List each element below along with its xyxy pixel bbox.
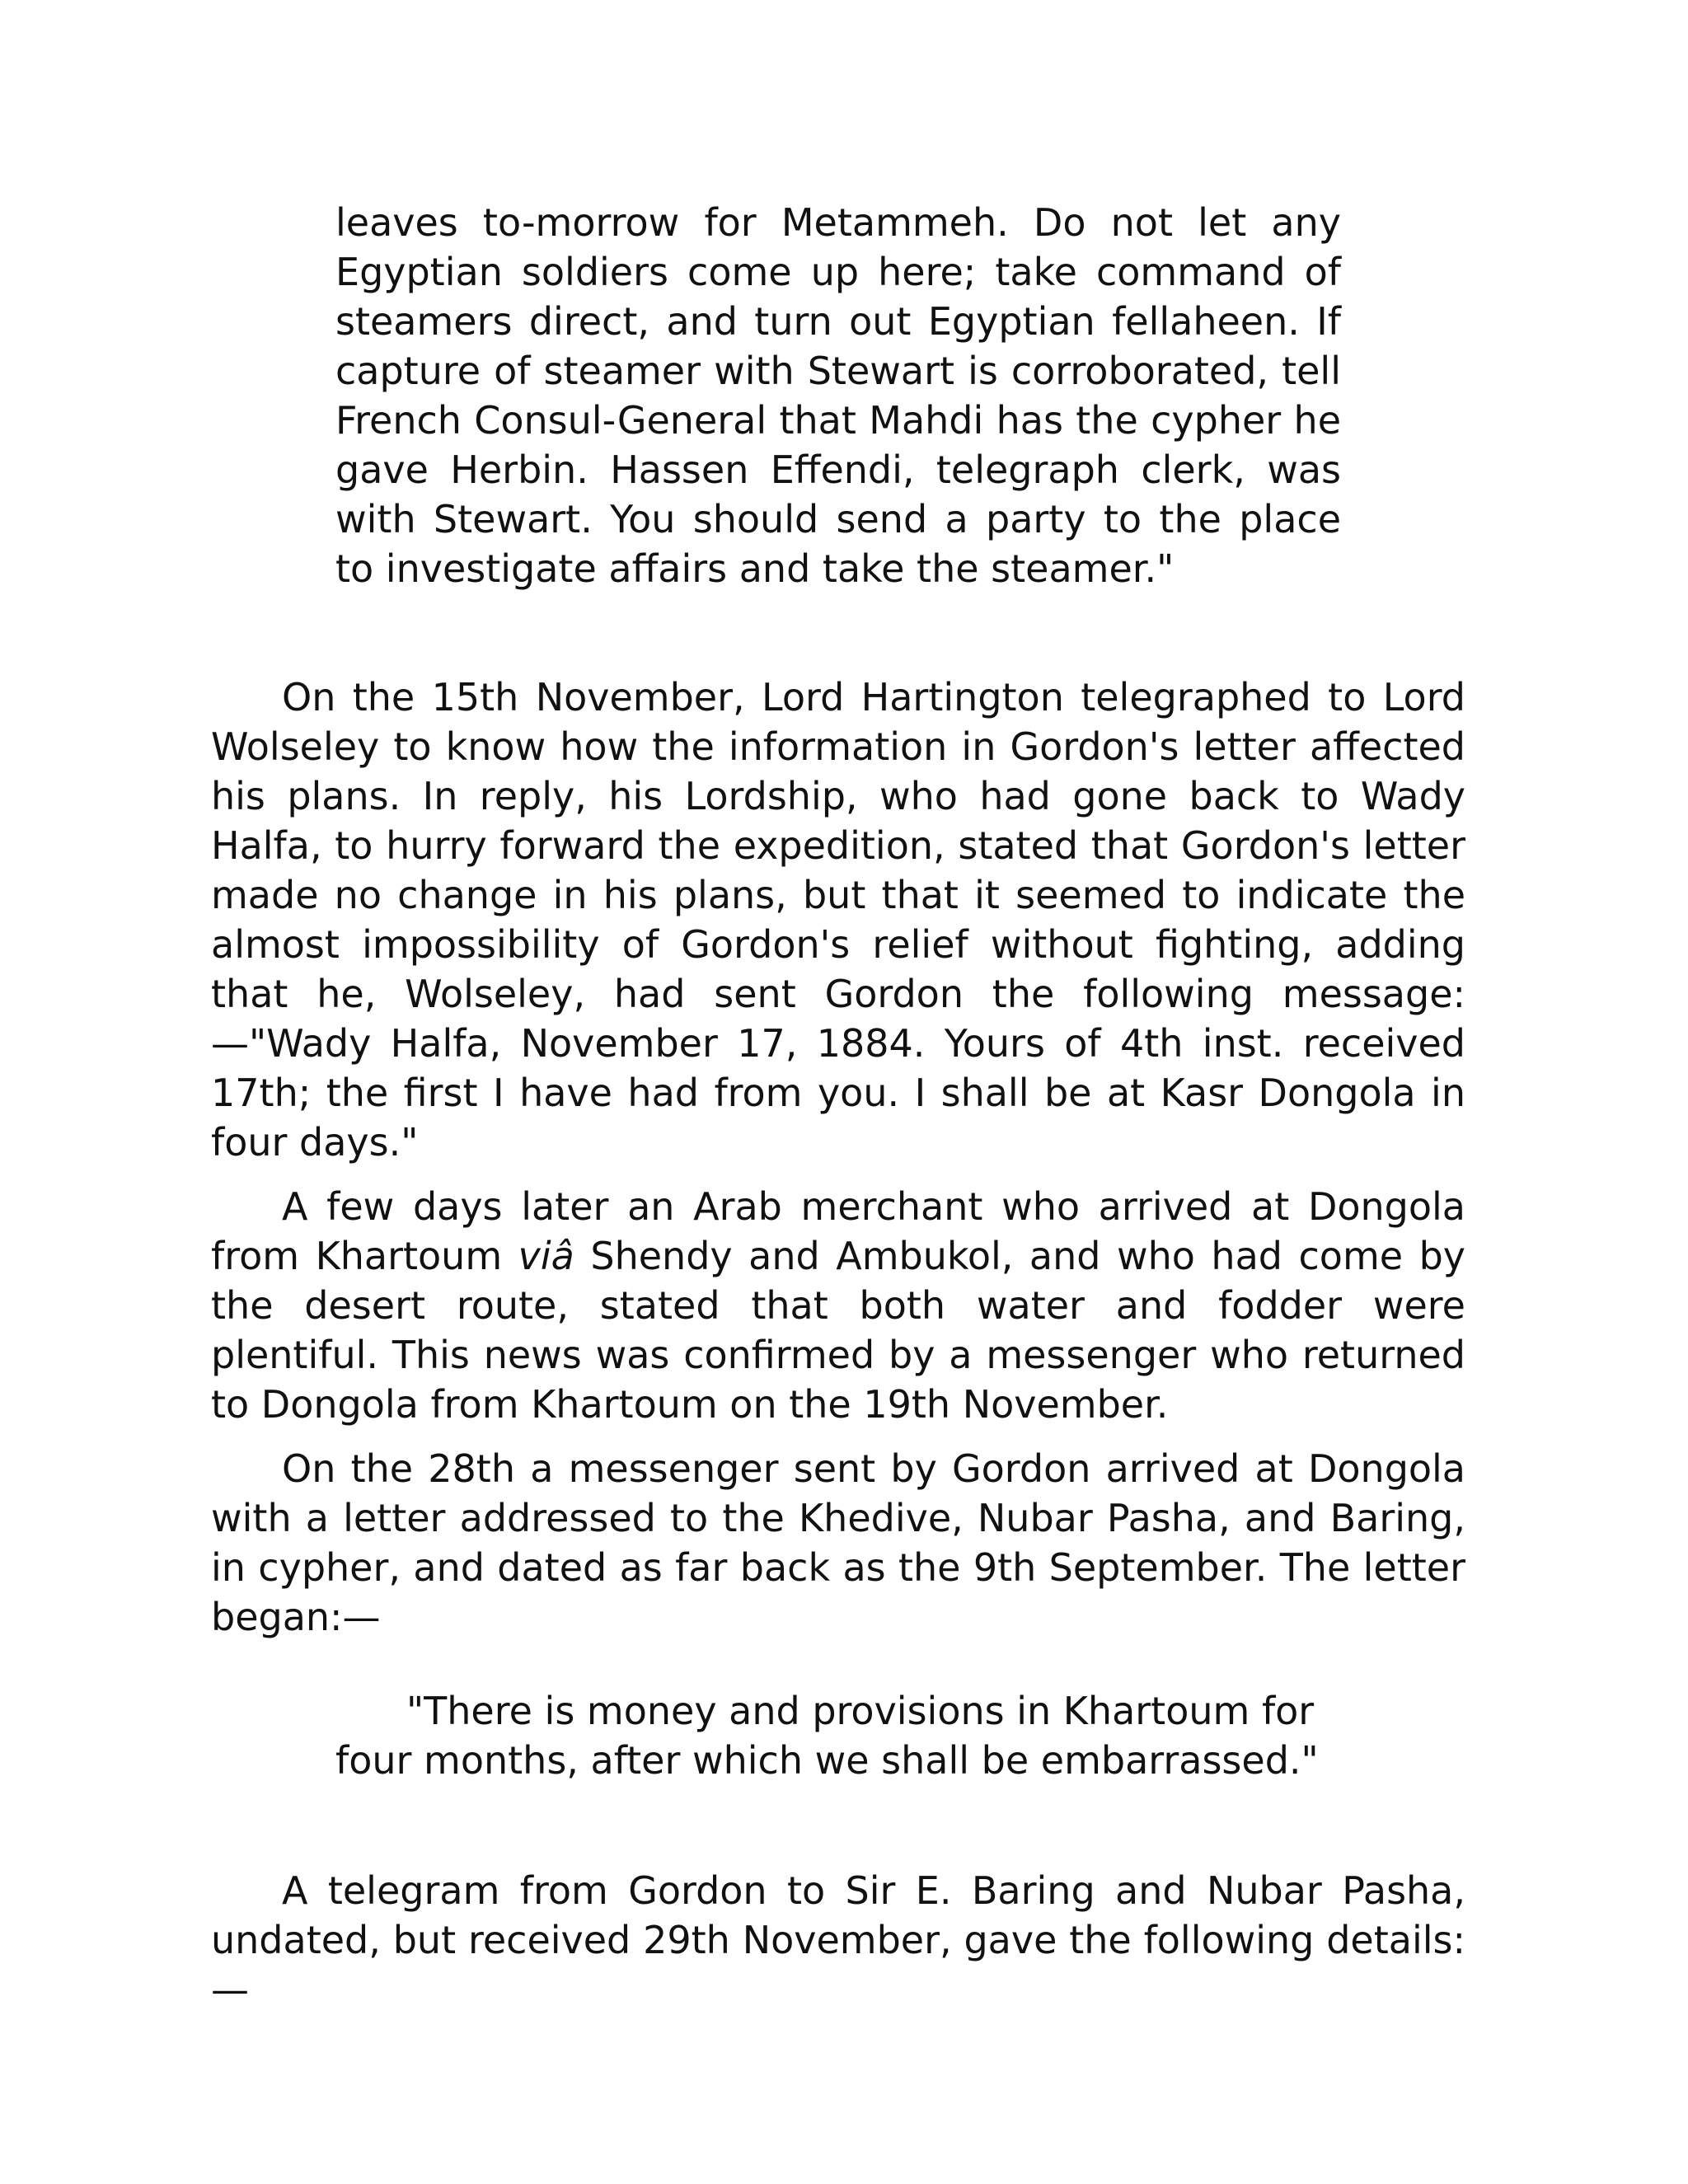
paragraph-arab-merchant — [211, 1182, 1465, 1429]
block-quote-khartoum — [335, 1686, 1341, 1785]
paragraph-telegram: A telegram from Gordon to Sir E. Baring and Nubar Pasha, undated, but received 29th November, gave the following details:— — [211, 1868, 1465, 2012]
paragraph-messenger: On the 28th a messenger sent by Gordon arrived at Dongola with a letter addressed to the Khedive, Nubar Pasha, and Baring, in cypher, and dated as far back as the 9th September. The letter began:— — [211, 1446, 1465, 1639]
quote-line: four months, after which we shall be embarrassed." — [335, 1738, 1319, 1783]
paragraph-hartington: On the 15th November, Lord Hartington telegraphed to Lord Wolseley to know how the information in Gordon's letter affected his plans. In reply, his Lordship, who had gone back to Wady Halfa, to hurry forward the expedition, stated that Gordon's letter made no change in his plans, but that it seemed to indicate the almost impossibility of Gordon's relief without fighting, adding that he, Wolseley, had sent Gordon the following message:—"Wady Halfa, November 17, 1884. Yours of 4th inst. received 17th; the first I have had from you. I shall be at Kasr Dongola in four days." — [211, 675, 1465, 1165]
body-text — [211, 673, 1465, 1657]
paragraph-text: Shendy and Ambukol, and who had come by the desert route, stated that both water and fodder were plentiful. This news was confirmed by a messenger who returned to Dongola from Khartoum on the 19th November. — [211, 1234, 1465, 1427]
quote-text: leaves to-morrow for Metammeh. Do not let any Egyptian soldiers come up here; take command of steamers direct, and turn out Egyptian fellaheen. If capture of steamer with Stewart is corroborated, tell French Consul-General that Mahdi has the cypher he gave Herbin. Hassen Effendi, telegraph clerk, was with Stewart. You should send a party to the place to investigate affairs and take the steamer." — [335, 200, 1341, 591]
paragraph-text: A few days later an Arab merchant who arrived at Dongola from Khartoum — [211, 1184, 1465, 1278]
italic-word: viâ — [518, 1234, 574, 1278]
quote-line: "There is money and provisions in Khartoum for — [406, 1689, 1315, 1733]
block-quote-stewart — [335, 198, 1341, 593]
